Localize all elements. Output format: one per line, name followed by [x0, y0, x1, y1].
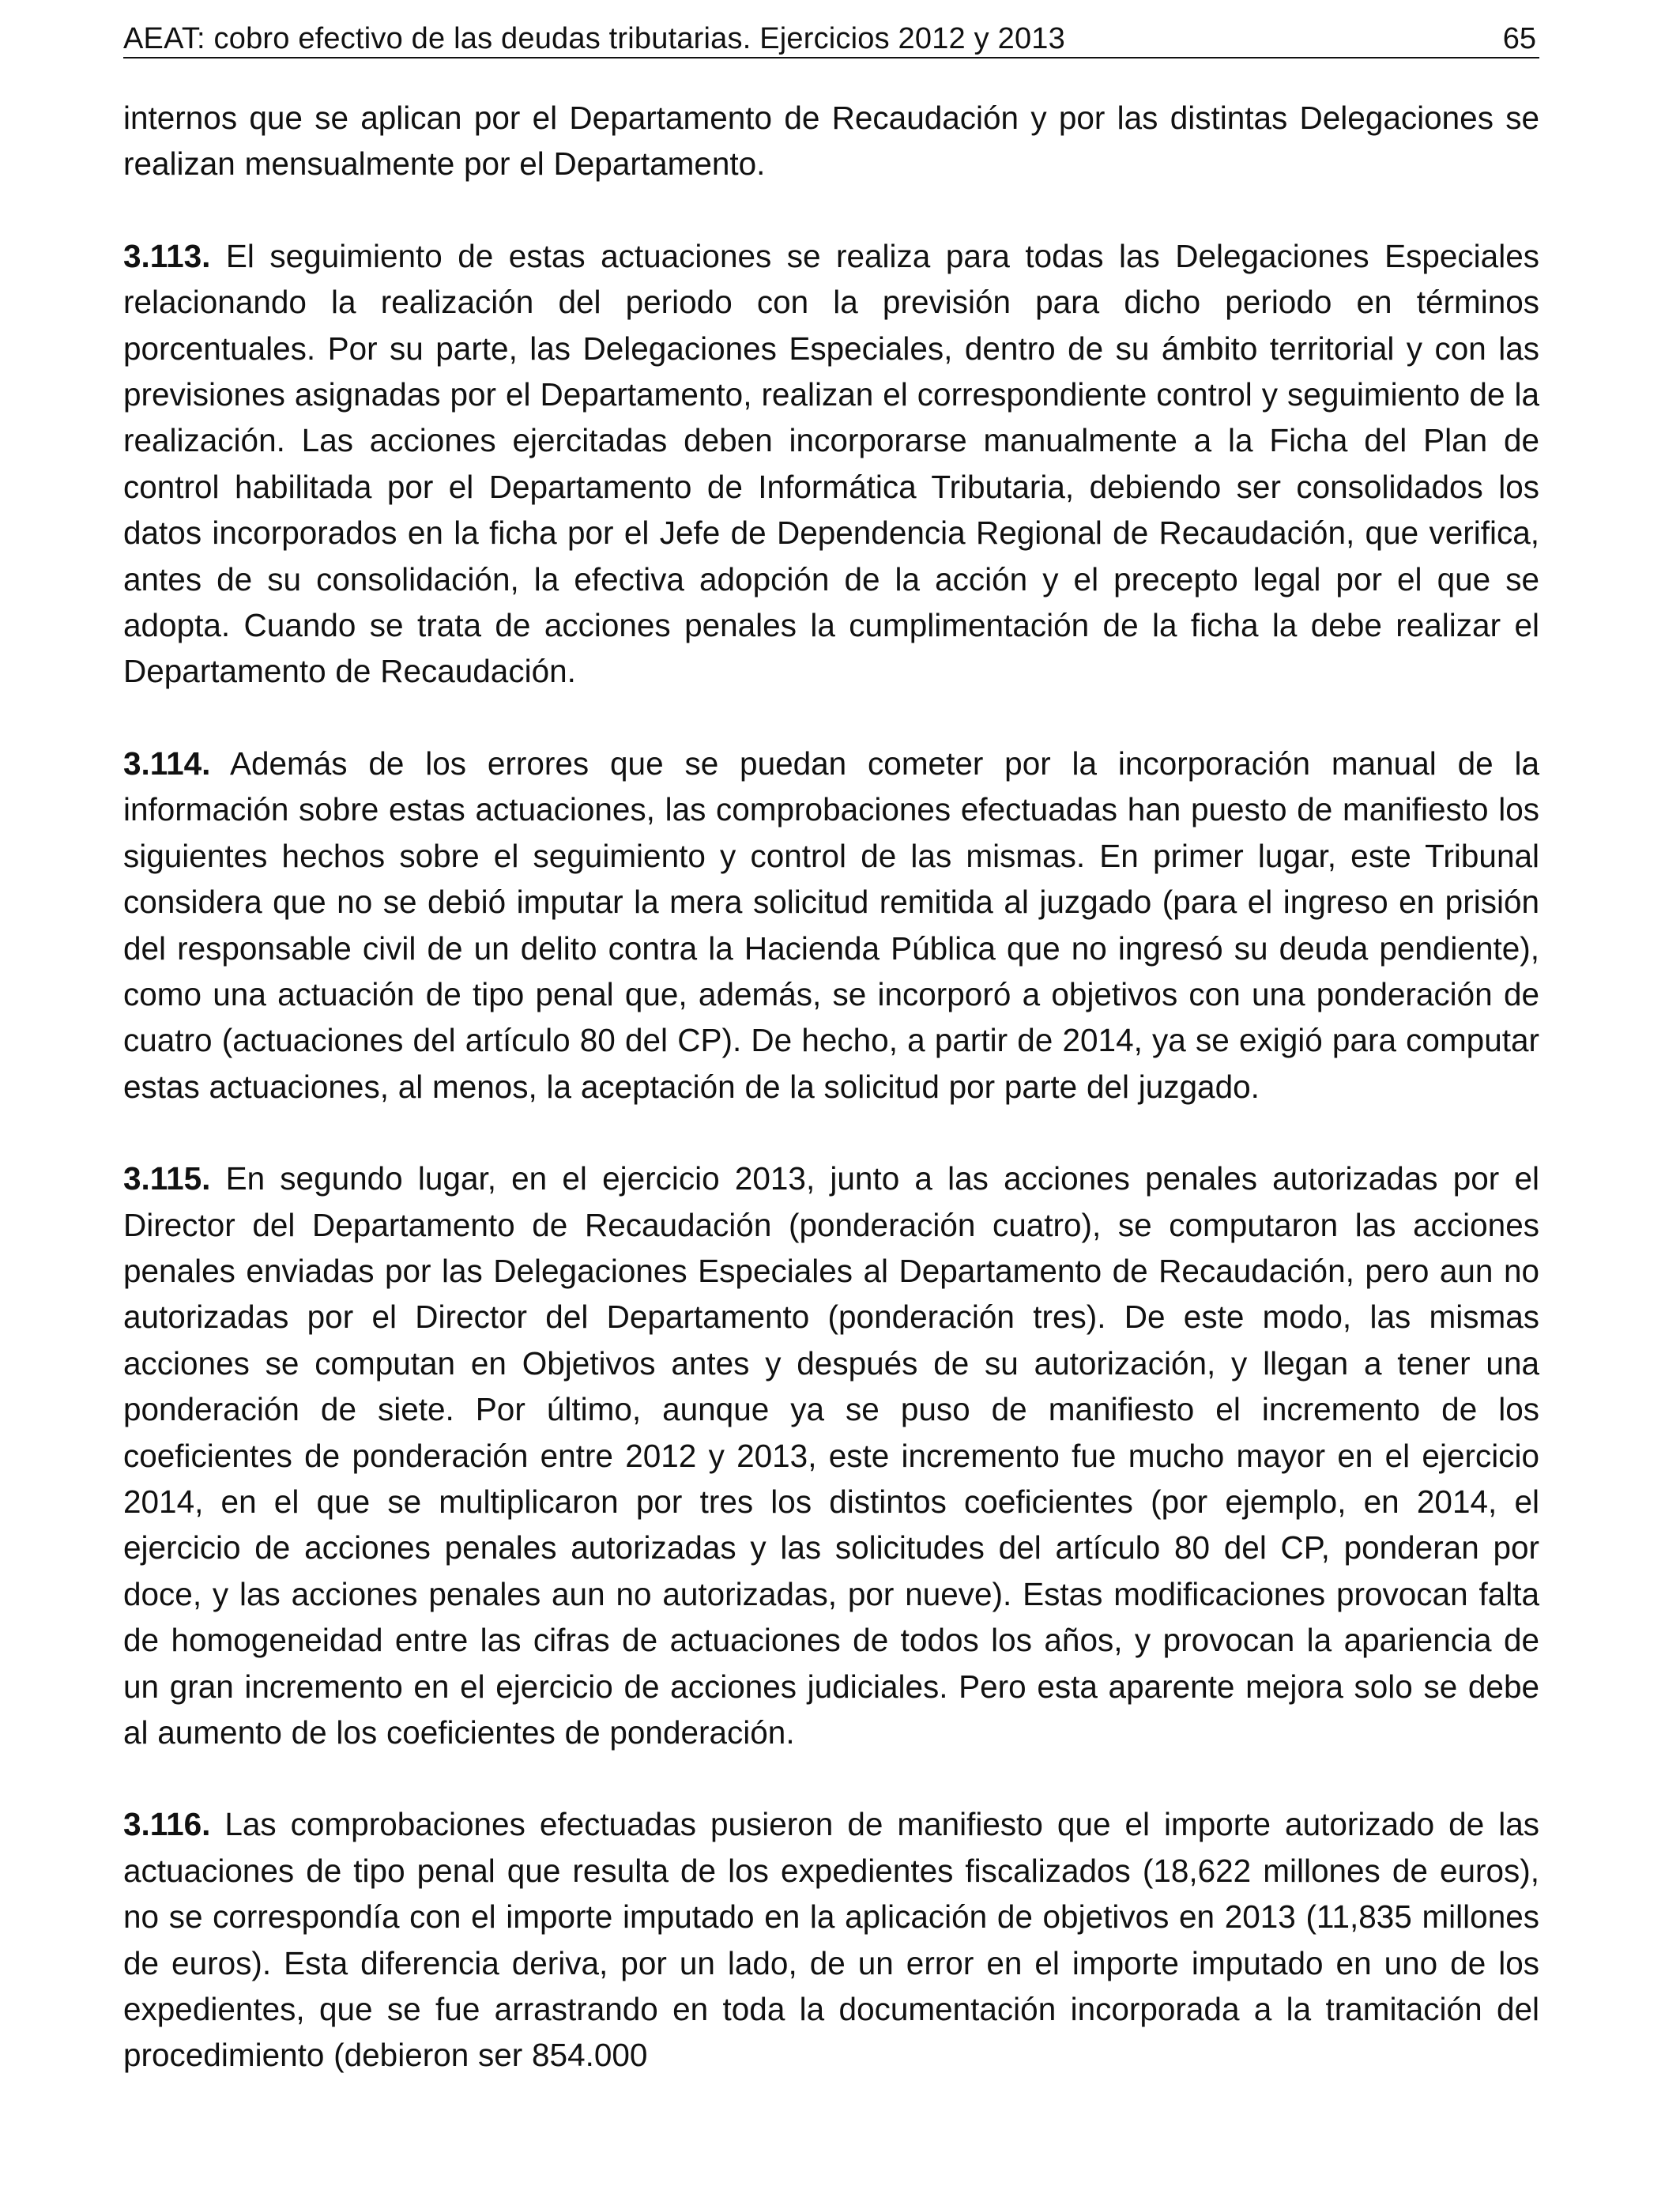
paragraph-continuation: [123, 95, 1539, 187]
paragraph-3-113: [123, 233, 1539, 695]
paragraph-text: Las comprobaciones efectuadas pusieron de manifiesto que el importe autorizado de las actuaciones de tipo penal que resulta de los expedientes fiscalizados (18,622 millones de euros), no se correspondía con el importe imputado en la aplicación de objetivos en 2013 (11,835 millones de euros). Esta diferencia deriva, por un lado, de un error en el importe imputado en uno de los expedientes, que se fue arrastrando en toda la documentación incorporada a la tramitación del procedimiento (debieron ser 854.000: [123, 1806, 1539, 2074]
document-page: [123, 0, 1539, 2194]
paragraph-text: internos que se aplican por el Departamento de Recaudación y por las distintas Delegaciones se realizan mensualmente por el Departamento.: [123, 100, 1539, 183]
paragraph-3-116: [123, 1801, 1539, 2078]
running-header: [123, 16, 1539, 58]
body-text: [123, 95, 1539, 2124]
document-title: AEAT: cobro efectivo de las deudas tributarias. Ejercicios 2012 y 2013: [123, 22, 1065, 55]
paragraph-number: 3.114.: [123, 745, 211, 782]
paragraph-3-114: [123, 741, 1539, 1110]
paragraph-number: 3.115.: [123, 1160, 211, 1197]
paragraph-text: Además de los errores que se puedan cometer por la incorporación manual de la información sobre estas actuaciones, las comprobaciones efectuadas han puesto de manifiesto los siguientes hechos sobre el seguimiento y control de las mismas. En primer lugar, este Tribunal considera que no se debió imputar la mera solicitud remitida al juzgado (para el ingreso en prisión del responsable civil de un delito contra la Hacienda Pública que no ingresó su deuda pendiente), como una actuación de tipo penal que, además, se incorporó a objetivos con una ponderación de cuatro (actuaciones del artículo 80 del CP). De hecho, a partir de 2014, ya se exigió para computar estas actuaciones, al menos, la aceptación de la solicitud por parte del juzgado.: [123, 745, 1539, 1105]
paragraph-3-115: [123, 1155, 1539, 1755]
paragraph-number: 3.116.: [123, 1806, 211, 1843]
page-number: 65: [1502, 22, 1536, 55]
paragraph-text: En segundo lugar, en el ejercicio 2013, junto a las acciones penales autorizadas por el Director del Departamento de Recaudación (ponderación cuatro), se computaron las acciones penales enviadas por las Delegaciones Especiales al Departamento de Recaudación, pero aun no autorizadas por el Director del Departamento (ponderación tres). De este modo, las mismas acciones se computan en Objetivos antes y después de su autorización, y llegan a tener una ponderación de siete. Por último, aunque ya se puso de manifiesto el incremento de los coeficientes de ponderación entre 2012 y 2013, este incremento fue mucho mayor en el ejercicio 2014, en el que se multiplicaron por tres los distintos coeficientes (por ejemplo, en 2014, el ejercicio de acciones penales autorizadas y las solicitudes del artículo 80 del CP, ponderan por doce, y las acciones penales aun no autorizadas, por nueve). Estas modificaciones provocan falta de homogeneidad entre las cifras de actuaciones de todos los años, y provocan la apariencia de un gran incremento en el ejercicio de acciones judiciales. Pero esta aparente mejora solo se debe al aumento de los coeficientes de ponderación.: [123, 1160, 1539, 1751]
paragraph-text: El seguimiento de estas actuaciones se realiza para todas las Delegaciones Especiales relacionando la realización del periodo con la previsión para dicho periodo en términos porcentuales. Por su parte, las Delegaciones Especiales, dentro de su ámbito territorial y con las previsiones asignadas por el Departamento, realizan el correspondiente control y seguimiento de la realización. Las acciones ejercitadas deben incorporarse manualmente a la Ficha del Plan de control habilitada por el Departamento de Informática Tributaria, debiendo ser consolidados los datos incorporados en la ficha por el Jefe de Dependencia Regional de Recaudación, que verifica, antes de su consolidación, la efectiva adopción de la acción y el precepto legal por el que se adopta. Cuando se trata de acciones penales la cumplimentación de la ficha la debe realizar el Departamento de Recaudación.: [123, 237, 1539, 690]
paragraph-number: 3.113.: [123, 237, 211, 274]
